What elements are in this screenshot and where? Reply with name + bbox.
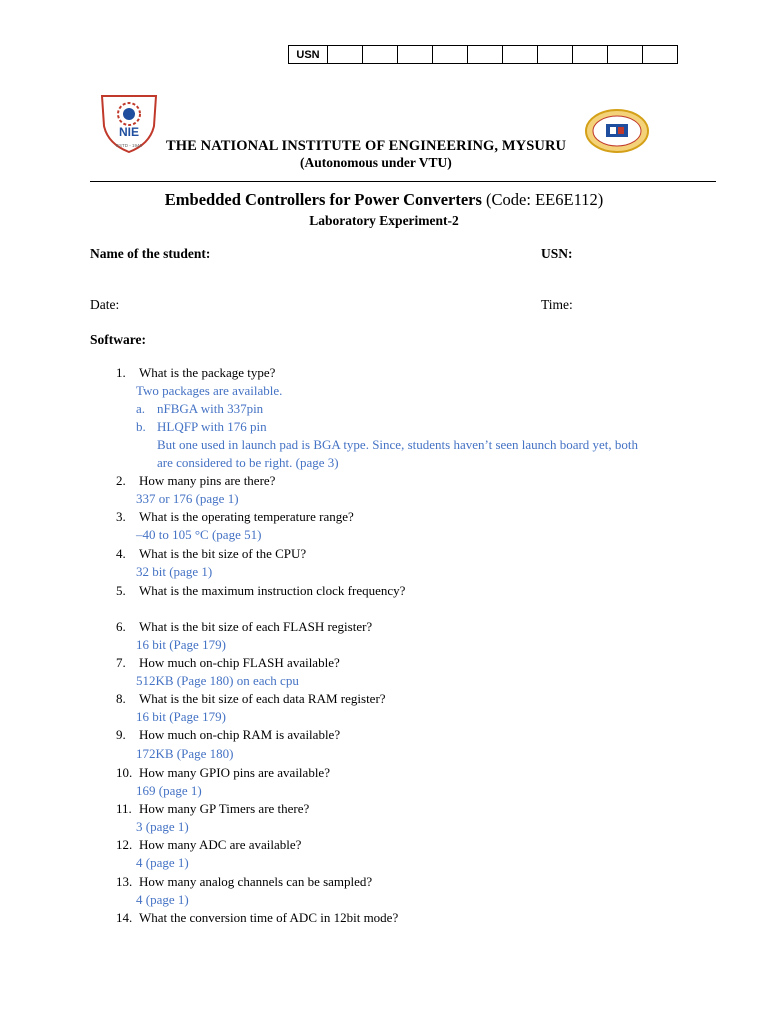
logo-left-year: ESTD - 1946 — [115, 143, 143, 148]
answer-6: 16 bit (Page 179) — [136, 637, 226, 652]
usn-cell[interactable] — [503, 46, 538, 63]
usn-box-label: USN — [289, 46, 328, 63]
course-code: (Code: EE6E112) — [481, 190, 604, 209]
answer-1-note: are considered to be right. (page 3) — [157, 455, 339, 470]
institute-name: THE NATIONAL INSTITUTE OF ENGINEERING, MYSURU — [166, 138, 567, 154]
date-label: Date: — [90, 297, 120, 312]
answer-12: 4 (page 1) — [136, 855, 189, 870]
answer-8: 16 bit (Page 179) — [136, 709, 226, 724]
usn-cell[interactable] — [573, 46, 608, 63]
answer-13: 4 (page 1) — [136, 892, 189, 907]
usn-cell[interactable] — [328, 46, 363, 63]
question-7: 7. How much on-chip FLASH available? — [116, 655, 340, 670]
institute-subtitle: (Autonomous under VTU) — [300, 155, 452, 170]
question-4: 4. What is the bit size of the CPU? — [116, 546, 307, 561]
question-12: 12. How many ADC are available? — [116, 837, 302, 852]
logo-left-text: NIE — [118, 125, 140, 139]
answer-9: 172KB (Page 180) — [136, 746, 234, 761]
usn-box — [288, 45, 678, 64]
question-9: 9. How much on-chip RAM is available? — [116, 727, 341, 742]
answer-1-option-b: b. HLQFP with 176 pin — [136, 419, 267, 434]
usn-cell[interactable] — [433, 46, 468, 63]
question-11: 11. How many GP Timers are there? — [116, 801, 310, 816]
answer-1-note: But one used in launch pad is BGA type. Since, students haven’t seen launch board yet, both — [157, 437, 639, 452]
question-5: 5. What is the maximum instruction clock frequency? — [116, 583, 406, 598]
question-1: 1. What is the package type? — [116, 365, 276, 380]
usn-label: USN: — [541, 246, 573, 261]
answer-4: 32 bit (page 1) — [136, 564, 213, 579]
header-divider — [90, 181, 716, 182]
answer-11: 3 (page 1) — [136, 819, 189, 834]
lab-title: Laboratory Experiment-2 — [309, 213, 459, 228]
usn-cell[interactable] — [538, 46, 573, 63]
answer-1-option-a: a. nFBGA with 337pin — [136, 401, 264, 416]
answer-7: 512KB (Page 180) on each cpu — [136, 673, 299, 688]
question-6: 6. What is the bit size of each FLASH register? — [116, 619, 373, 634]
usn-cell[interactable] — [608, 46, 643, 63]
usn-cell[interactable] — [643, 46, 677, 63]
course-title — [0, 190, 768, 210]
usn-cell[interactable] — [398, 46, 433, 63]
usn-cell[interactable] — [363, 46, 398, 63]
course-name: Embedded Controllers for Power Converters — [164, 190, 482, 209]
question-10: 10. How many GPIO pins are available? — [116, 765, 330, 780]
question-2: 2. How many pins are there? — [116, 473, 276, 488]
question-14: 14. What the conversion time of ADC in 12bit mode? — [116, 910, 399, 925]
nie-logo — [96, 92, 162, 154]
time-label: Time: — [541, 297, 573, 312]
answer-3: –40 to 105 °C (page 51) — [136, 527, 262, 542]
department-seal-logo — [584, 108, 650, 154]
answer-2: 337 or 176 (page 1) — [136, 491, 239, 506]
section-heading: Software: — [90, 332, 146, 347]
question-13: 13. How many analog channels can be sampled? — [116, 874, 373, 889]
answer-10: 169 (page 1) — [136, 783, 202, 798]
question-8: 8. What is the bit size of each data RAM register? — [116, 691, 386, 706]
question-3: 3. What is the operating temperature range? — [116, 509, 354, 524]
name-label: Name of the student: — [90, 246, 211, 261]
usn-cell[interactable] — [468, 46, 503, 63]
answer-1-intro: Two packages are available. — [136, 383, 283, 398]
